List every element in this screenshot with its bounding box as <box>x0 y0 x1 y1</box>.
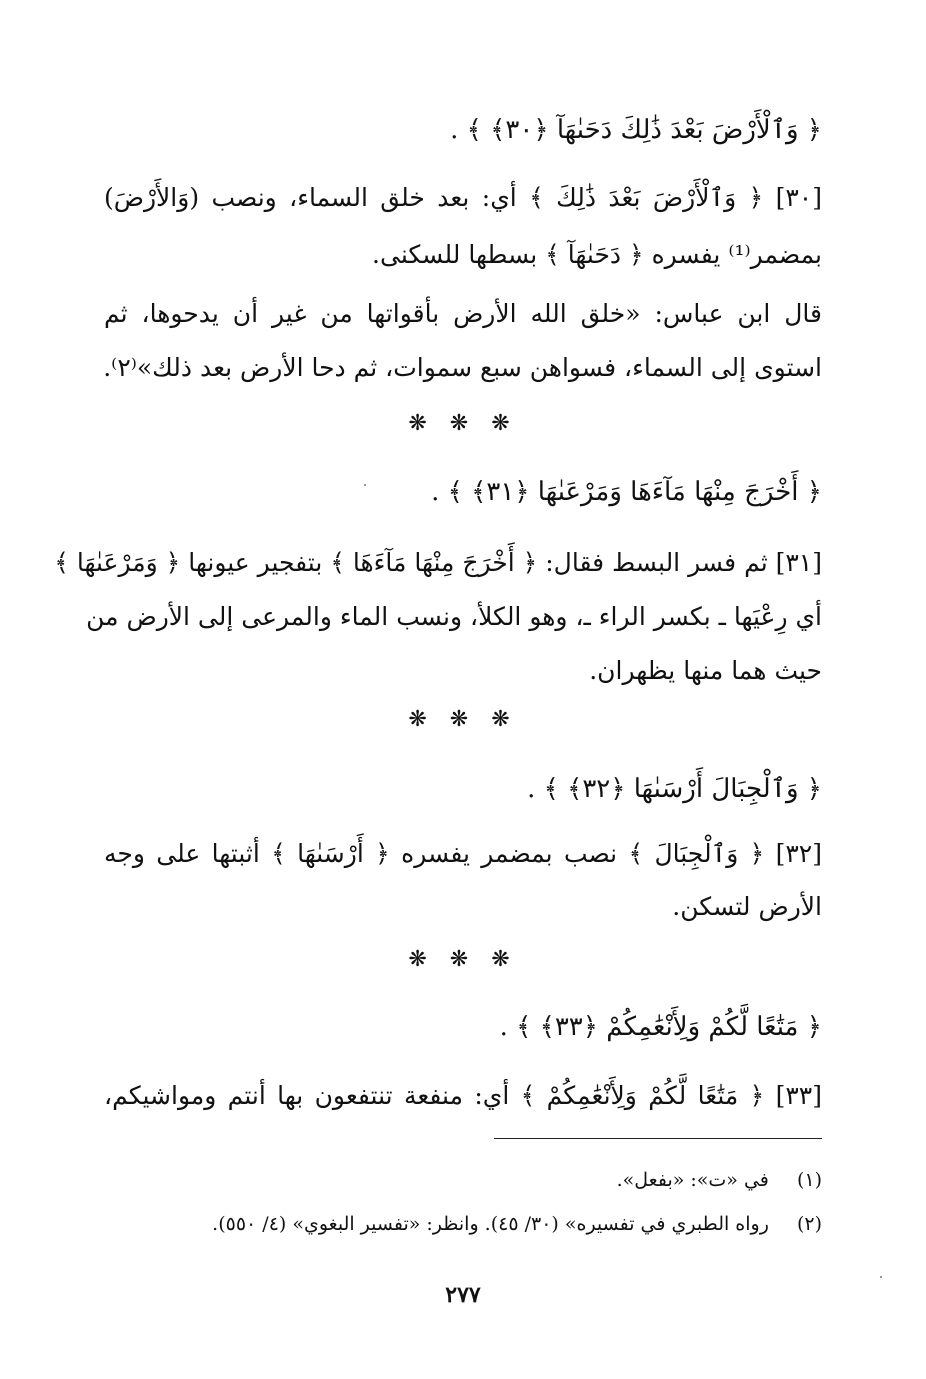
quran-verse-31: ﴿ أَخْرَجَ مِنْهَا مَآءَهَا وَمَرْعَىٰهَا ﴿٣١﴾ ﴾ . <box>431 477 822 507</box>
commentary-30-line-3: قال ابن عباس: «خلق الله الأرض بأقواتها من غير أن يدحوها، ثم <box>104 299 822 328</box>
footnote-divider <box>494 1138 822 1139</box>
footnote-1-number: (١) <box>796 1169 822 1191</box>
footnote-1 <box>104 1166 822 1194</box>
section-separator: ❋ ❋ ❋ <box>408 411 518 436</box>
section-separator: ❋ ❋ ❋ <box>408 707 518 732</box>
quran-verse-32: ﴿ وَٱلْجِبَالَ أَرْسَىٰهَا ﴿٣٢﴾ ﴾ . <box>527 774 822 804</box>
footnote-1-text: في «ت»: «بفعل». <box>616 1169 769 1191</box>
section-separator: ❋ ❋ ❋ <box>408 947 518 972</box>
footnote-2-number: (٢) <box>796 1213 822 1235</box>
quran-verse-30: ﴿ وَٱلْأَرْضَ بَعْدَ ذَٰلِكَ دَحَىٰهَآ ﴿٣٠﴾ ﴾ . <box>450 115 822 145</box>
commentary-31-line-3: حيث هما منها يظهران. <box>589 656 822 685</box>
scan-speck <box>880 1276 882 1278</box>
footnote-2 <box>104 1210 822 1238</box>
commentary-31-line-1: [٣١] ثم فسر البسط فقال: ﴿ أَخْرَجَ مِنْهَا مَآءَهَا ﴾ بتفجير عيونها ﴿ وَمَرْعَىٰهَا ﴾ <box>54 548 822 577</box>
commentary-30-line-2: بمضمر⁽¹⁾ يفسره ﴿ دَحَىٰهَآ ﴾ بسطها للسكنى. <box>372 240 822 269</box>
commentary-32-line-1: [٣٢] ﴿ وَٱلْجِبَالَ ﴾ نصب بمضمر يفسره ﴿ أَرْسَىٰهَا ﴾ أثبتها على وجه <box>104 839 822 868</box>
commentary-31-line-2: أي رِعْيَها ـ بكسر الراء ـ، وهو الكلأ، ونسب الماء والمرعى إلى الأرض من <box>86 602 822 631</box>
footnote-2-text: رواه الطبري في تفسيره» (٣٠/ ٤٥). وانظر: «تفسير البغوي» (٤/ ٥٥٠). <box>212 1213 769 1235</box>
commentary-30-line-4: استوى إلى السماء، فسواهن سبع سموات، ثم دحا الأرض بعد ذلك»⁽٢⁾. <box>103 353 822 382</box>
quran-verse-33: ﴿ مَتَٰعًا لَّكُمْ وَلِأَنْعَٰمِكُمْ ﴿٣٣﴾ ﴾ . <box>499 1012 822 1042</box>
commentary-33-line-1: [٣٣] ﴿ مَتَٰعًا لَّكُمْ وَلِأَنْعَٰمِكُمْ ﴾ أي: منفعة تنتفعون بها أنتم ومواشيكم، <box>104 1081 822 1110</box>
commentary-32-line-2: الأرض لتسكن. <box>672 892 822 921</box>
commentary-30-line-1: [٣٠] ﴿ وَٱلْأَرْضَ بَعْدَ ذَٰلِكَ ﴾ أي: بعد خلق السماء، ونصب (وَالأَرْضَ) <box>104 183 822 212</box>
page-number: ٢٧٧ <box>445 1282 481 1308</box>
